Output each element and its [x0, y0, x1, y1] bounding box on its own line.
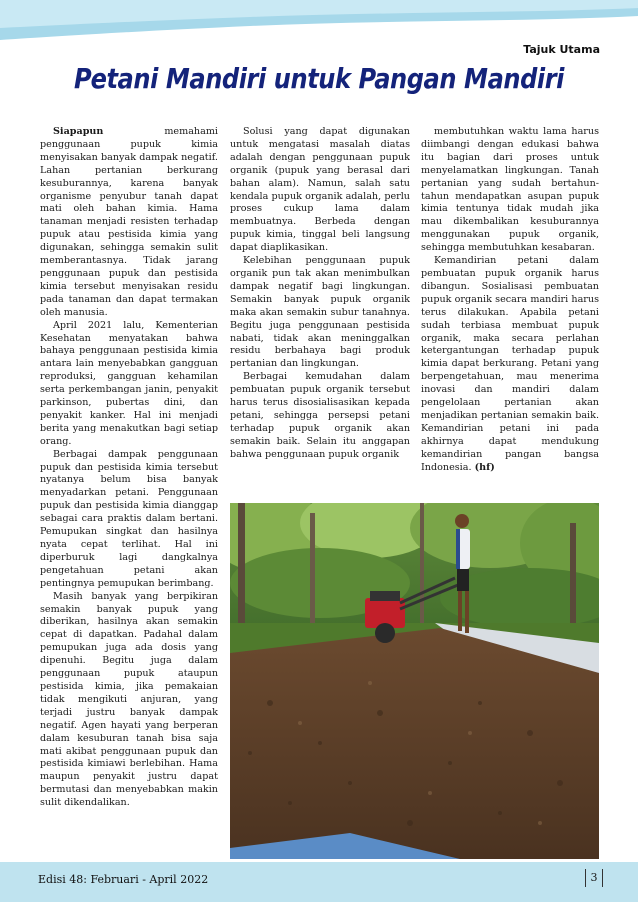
paragraph-text: memahami penggunaan pupuk kimia menyisakan banyak dampak negatif. Lahan pertanian berkurang kesuburannya, karena banyak organisme penyubur tanah dapat mati oleh bahan kimia. Hama tanaman menjadi resisten terhadap pupuk atau pestisida kimia yang digunakan, sehingga semakin sulit memberantasnya. Tidak jarang penggunaan pupuk dan pestisida kimia tersebut menyisakan residu pada tanaman dan dapat termakan oleh manusia.	[40, 126, 218, 318]
paragraph: Solusi yang dapat digunakan untuk mengatasi masalah diatas adalah dengan penggunaan pupuk organik (pupuk yang berasal dari bahan alam). Namun, salah satu kendala pupuk organik adalah, perlu proses cukup lama dalam membuatnya. Berbeda dengan pupuk kimia, tinggal beli langsung dapat diaplikasikan.	[230, 126, 410, 254]
farmer-tilling-photo	[230, 503, 599, 859]
header-wave	[0, 0, 638, 46]
article-column-2	[230, 126, 410, 501]
paragraph: Kelebihan penggunaan pupuk organik pun tak akan menimbulkan dampak negatif bagi lingkungan. Semakin banyak pupuk organik maka akan semakin subur tanahnya. Begitu juga penggunaan pestisida nabati, tidak akan meninggalkan residu berbahaya bagi produk pertanian dan lingkungan.	[230, 255, 410, 370]
article-title: Petani Mandiri untuk Pangan Mandiri	[73, 62, 565, 95]
article-column-1	[40, 126, 218, 854]
paragraph	[421, 255, 599, 474]
paragraph: April 2021 lalu, Kementerian Kesehatan menyatakan bahwa bahaya penggunaan pestisida kimia antara lain menyebabkan gangguan reproduksi, gangguan kehamilan serta perkembangan janin, penyakit parkinson, pubertas dini, dan penyakit kanker. Hal ini menjadi berita yang menakutkan bagi setiap orang.	[40, 319, 218, 447]
paragraph: membutuhkan waktu lama harus diimbangi dengan edukasi bahwa itu bagian dari proses untuk menyelamatkan lingkungan. Tanah pertanian yang sudah bertahun-tahun mendapatkan asupan pupuk kimia tentunya tidak mudah jika mau dikembalikan kesuburannya menggunakan pupuk organik, sehingga membutuhkan kesabaran.	[421, 126, 599, 254]
paragraph: Berbagai dampak penggunaan pupuk dan pestisida kimia tersebut nyatanya belum bisa banyak menyadarkan petani. Penggunaan pupuk dan pestisida kimia dianggap sebagai cara praktis dalam bertani. Pemupukan singkat dan hasilnya nyata cepat terlihat. Hal ini diperburuk lagi dangkalnya pengetahuan petani akan pentingnya pemupukan berimbang.	[40, 448, 218, 589]
paragraph: Berbagai kemudahan dalam pembuatan pupuk organik tersebut harus terus disosialisasikan kepada petani, sehingga persepsi petani terhadap pupuk organik akan semakin baik. Selain itu anggapan bahwa penggunaan pupuk organik	[230, 371, 410, 460]
paragraph	[40, 126, 218, 320]
page-number: 3	[585, 869, 603, 887]
photo-illustration	[230, 503, 599, 859]
section-label: Tajuk Utama	[523, 43, 600, 56]
paragraph-text: Kemandirian petani dalam pembuatan pupuk organik harus dibangun. Sosialisasi pembuatan pupuk organik secara mandiri harus terus dilakukan. Apabila petani sudah terbiasa membuat pupuk organik, maka secara perlahan ketergantungan terhadap pupuk kimia dapat berkurang. Petani yang berpengetahuan, mau menerima inovasi dan mandiri dalam pengelolaan pertanian akan menjadikan pertanian semakin baik. Kemandirian petani ini pada akhirnya dapat mendukung kemandirian pangan bangsa Indonesia.	[421, 255, 599, 473]
edition-info: Edisi 48: Februari - April 2022	[38, 873, 209, 886]
lead-word: Siapapun	[53, 126, 104, 137]
author-credit: (hf)	[474, 461, 495, 473]
article-column-3	[421, 126, 599, 501]
paragraph: Masih banyak yang berpikiran semakin banyak pupuk yang diberikan, hasilnya akan semakin cepat di dapatkan. Padahal dalam pemupukan juga ada dosis yang dipenuhi. Begitu juga dalam penggunaan pupuk ataupun pestisida kimia, jika pemakaian tidak mengikuti anjuran, yang terjadi justru banyak dampak negatif. Agen hayati yang berperan dalam kesuburan tanah bisa saja mati akibat penggunaan pupuk dan pestisida kimiawi berlebihan. Hama maupun penyakit justru dapat bermutasi dan menyebabkan makin sulit dikendalikan.	[40, 590, 218, 809]
